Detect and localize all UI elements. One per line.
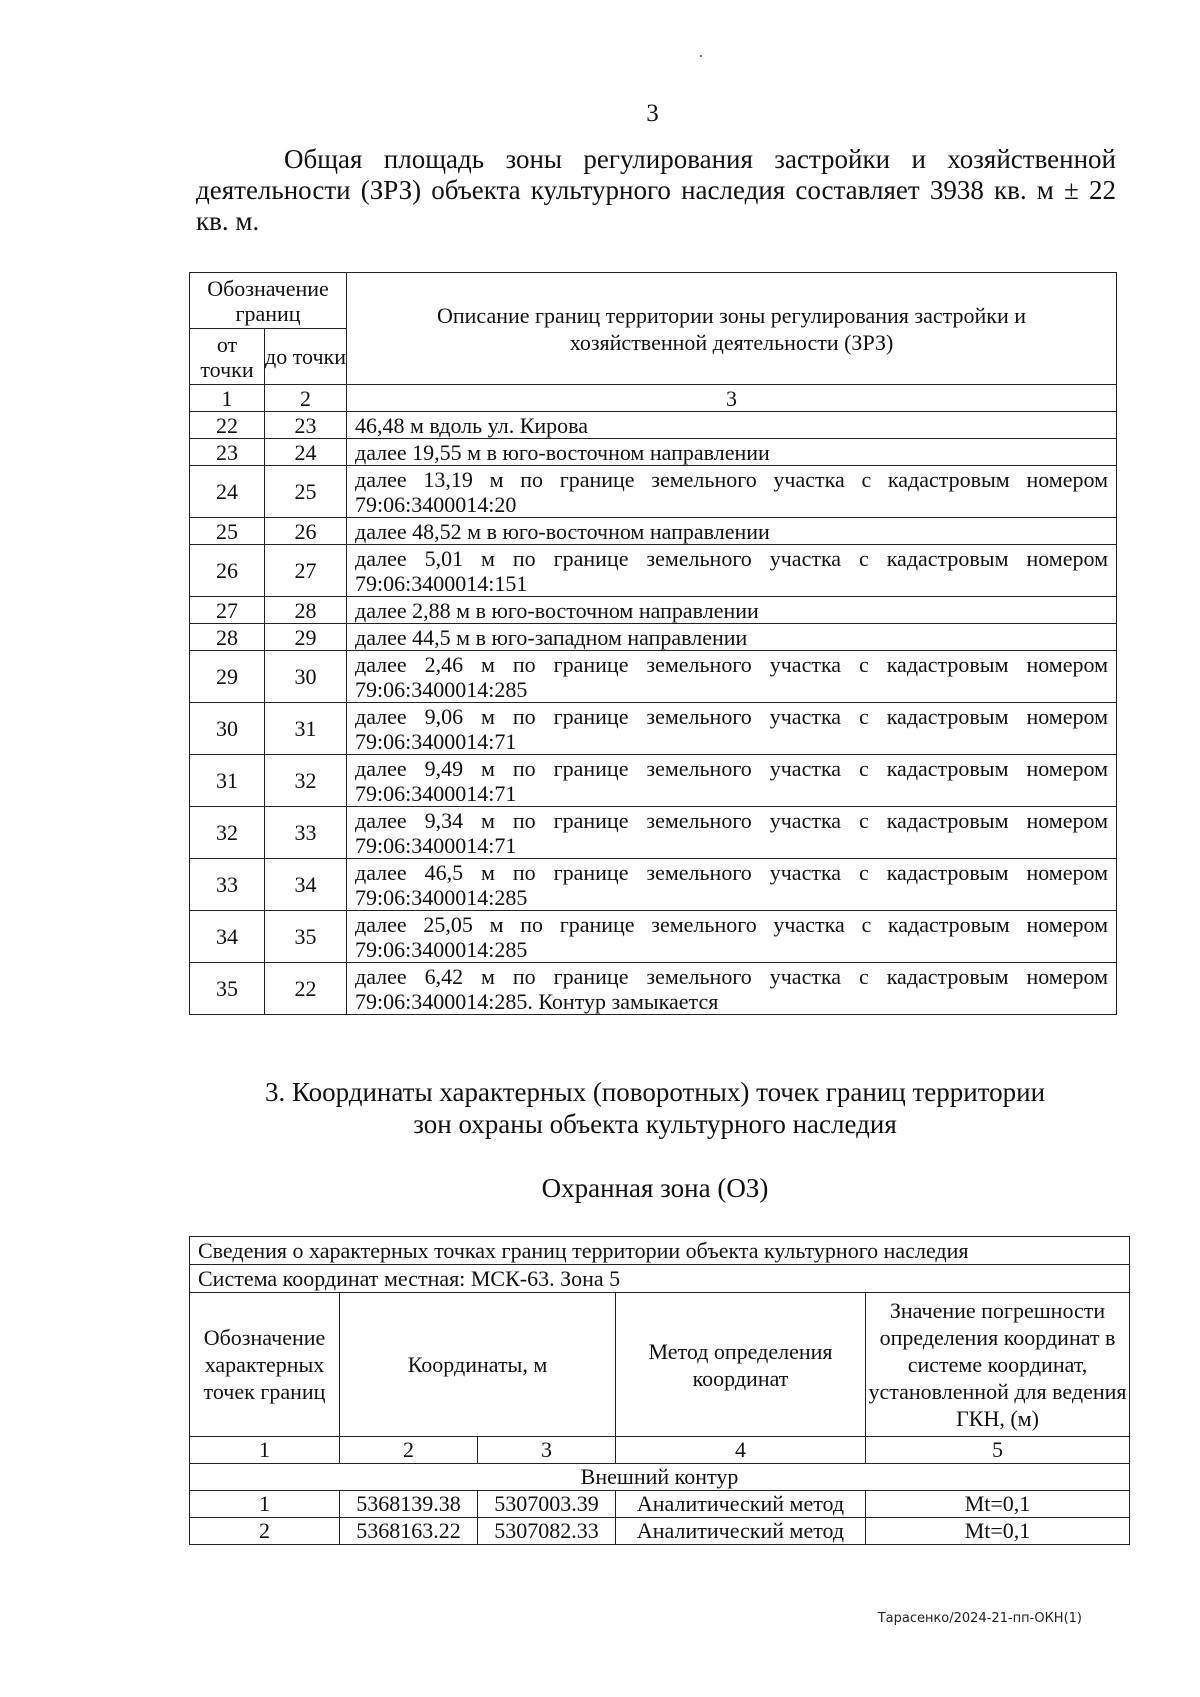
header-to: до точки <box>265 329 347 385</box>
footer-reference: Тарасенко/2024-21-пп-ОКН(1) <box>877 1611 1082 1626</box>
method: Аналитический метод <box>616 1491 866 1518</box>
coord-x: 5368163.22 <box>340 1518 478 1545</box>
to-point: 22 <box>265 963 347 1015</box>
boundary-description: далее 46,5 м по границе земельного участка с кадастровым номером 79:06:3400014:285 <box>347 859 1117 911</box>
method: Аналитический метод <box>616 1518 866 1545</box>
scan-speck <box>700 55 702 57</box>
to-point: 27 <box>265 545 347 597</box>
section-subtitle: Охранная зона (ОЗ) <box>541 1173 769 1203</box>
table-row <box>190 439 1117 466</box>
to-point: 28 <box>265 597 347 624</box>
from-point: 31 <box>190 755 265 807</box>
boundary-description: далее 44,5 м в юго-западном направлении <box>347 624 1117 651</box>
table-row <box>190 755 1117 807</box>
table-row <box>190 651 1117 703</box>
from-point: 35 <box>190 963 265 1015</box>
section-title-line-2: зон охраны объекта культурного наследия <box>413 1109 897 1139</box>
header-point-designation: Обозначение характерных точек границ <box>190 1293 340 1437</box>
to-point: 26 <box>265 518 347 545</box>
table-row <box>190 1491 1130 1518</box>
header-designation: Обозначение границ <box>190 273 347 329</box>
header-col-number: 2 <box>340 1437 478 1464</box>
intro-line-1: Общая площадь зоны регулирования застройки и хозяйственной <box>284 144 1116 174</box>
from-point: 22 <box>190 412 265 439</box>
to-point: 25 <box>265 466 347 518</box>
coord-x: 5368139.38 <box>340 1491 478 1518</box>
accuracy: Mt=0,1 <box>866 1491 1130 1518</box>
boundary-description: далее 48,52 м в юго-восточном направлении <box>347 518 1117 545</box>
boundary-description: далее 19,55 м в юго-восточном направлении <box>347 439 1117 466</box>
from-point: 27 <box>190 597 265 624</box>
to-point: 33 <box>265 807 347 859</box>
header-coordinates: Координаты, м <box>340 1293 616 1437</box>
header-col-number: 1 <box>190 1437 340 1464</box>
from-point: 30 <box>190 703 265 755</box>
boundary-description: далее 6,42 м по границе земельного участка с кадастровым номером 79:06:3400014:285. Контур замыкается <box>347 963 1117 1015</box>
table-row <box>190 466 1117 518</box>
header-col-number: 4 <box>616 1437 866 1464</box>
from-point: 25 <box>190 518 265 545</box>
section-title <box>190 1076 1120 1140</box>
boundary-description: 46,48 м вдоль ул. Кирова <box>347 412 1117 439</box>
header-col-number: 5 <box>866 1437 1130 1464</box>
intro-paragraph <box>196 144 1116 237</box>
boundary-description: далее 5,01 м по границе земельного участка с кадастровым номером 79:06:3400014:151 <box>347 545 1117 597</box>
to-point: 23 <box>265 412 347 439</box>
to-point: 30 <box>265 651 347 703</box>
header-col-number: 3 <box>478 1437 616 1464</box>
coord-caption-2: Система координат местная: МСК-63. Зона 5 <box>190 1265 1130 1293</box>
from-point: 33 <box>190 859 265 911</box>
boundary-description: далее 2,46 м по границе земельного участка с кадастровым номером 79:06:3400014:285 <box>347 651 1117 703</box>
header-col-number: 3 <box>347 385 1117 412</box>
table-row <box>190 412 1117 439</box>
table-row <box>190 1518 1130 1545</box>
table-row <box>190 911 1117 963</box>
boundary-description: далее 9,34 м по границе земельного участка с кадастровым номером 79:06:3400014:71 <box>347 807 1117 859</box>
boundary-description: далее 2,88 м в юго-восточном направлении <box>347 597 1117 624</box>
section-title-line-1: 3. Координаты характерных (поворотных) точек границ территории <box>264 1077 1046 1107</box>
to-point: 31 <box>265 703 347 755</box>
from-point: 24 <box>190 466 265 518</box>
point-number: 1 <box>190 1491 340 1518</box>
from-point: 29 <box>190 651 265 703</box>
point-number: 2 <box>190 1518 340 1545</box>
coord-y: 5307003.39 <box>478 1491 616 1518</box>
to-point: 32 <box>265 755 347 807</box>
header-from: от точки <box>190 329 265 385</box>
table-row <box>190 703 1117 755</box>
accuracy: Mt=0,1 <box>866 1518 1130 1545</box>
coord-caption-1: Сведения о характерных точках границ территории объекта культурного наследия <box>190 1237 1130 1265</box>
coordinates-table <box>189 1236 1130 1545</box>
boundary-description: далее 9,49 м по границе земельного участка с кадастровым номером 79:06:3400014:71 <box>347 755 1117 807</box>
from-point: 23 <box>190 439 265 466</box>
to-point: 35 <box>265 911 347 963</box>
table-row <box>190 597 1117 624</box>
from-point: 34 <box>190 911 265 963</box>
header-col-number: 2 <box>265 385 347 412</box>
table-row <box>190 518 1117 545</box>
table-row <box>190 807 1117 859</box>
page-number: 3 <box>646 100 659 127</box>
from-point: 26 <box>190 545 265 597</box>
table-row <box>190 963 1117 1015</box>
header-accuracy: Значение погрешности определения координат в системе координат, установленной для ведения ГКН, (м) <box>866 1293 1130 1437</box>
table-row <box>190 545 1117 597</box>
boundary-description: далее 13,19 м по границе земельного участка с кадастровым номером 79:06:3400014:20 <box>347 466 1117 518</box>
contour-label: Внешний контур <box>190 1464 1130 1491</box>
coord-y: 5307082.33 <box>478 1518 616 1545</box>
header-method: Метод определения координат <box>616 1293 866 1437</box>
from-point: 32 <box>190 807 265 859</box>
intro-line-3: 3938 кв. м ± 22 кв. м. <box>196 175 1116 236</box>
header-description: Описание границ территории зоны регулирования застройки и хозяйственной деятельности (ЗРЗ) <box>347 273 1117 385</box>
table-row <box>190 859 1117 911</box>
from-point: 28 <box>190 624 265 651</box>
to-point: 29 <box>265 624 347 651</box>
intro-line-2: деятельности (ЗРЗ) объекта культурного наследия составляет <box>196 175 920 205</box>
to-point: 34 <box>265 859 347 911</box>
header-col-number: 1 <box>190 385 265 412</box>
boundary-description: далее 9,06 м по границе земельного участка с кадастровым номером 79:06:3400014:71 <box>347 703 1117 755</box>
boundary-description: далее 25,05 м по границе земельного участка с кадастровым номером 79:06:3400014:285 <box>347 911 1117 963</box>
to-point: 24 <box>265 439 347 466</box>
zrz-boundary-table <box>189 272 1117 1015</box>
table-row <box>190 624 1117 651</box>
